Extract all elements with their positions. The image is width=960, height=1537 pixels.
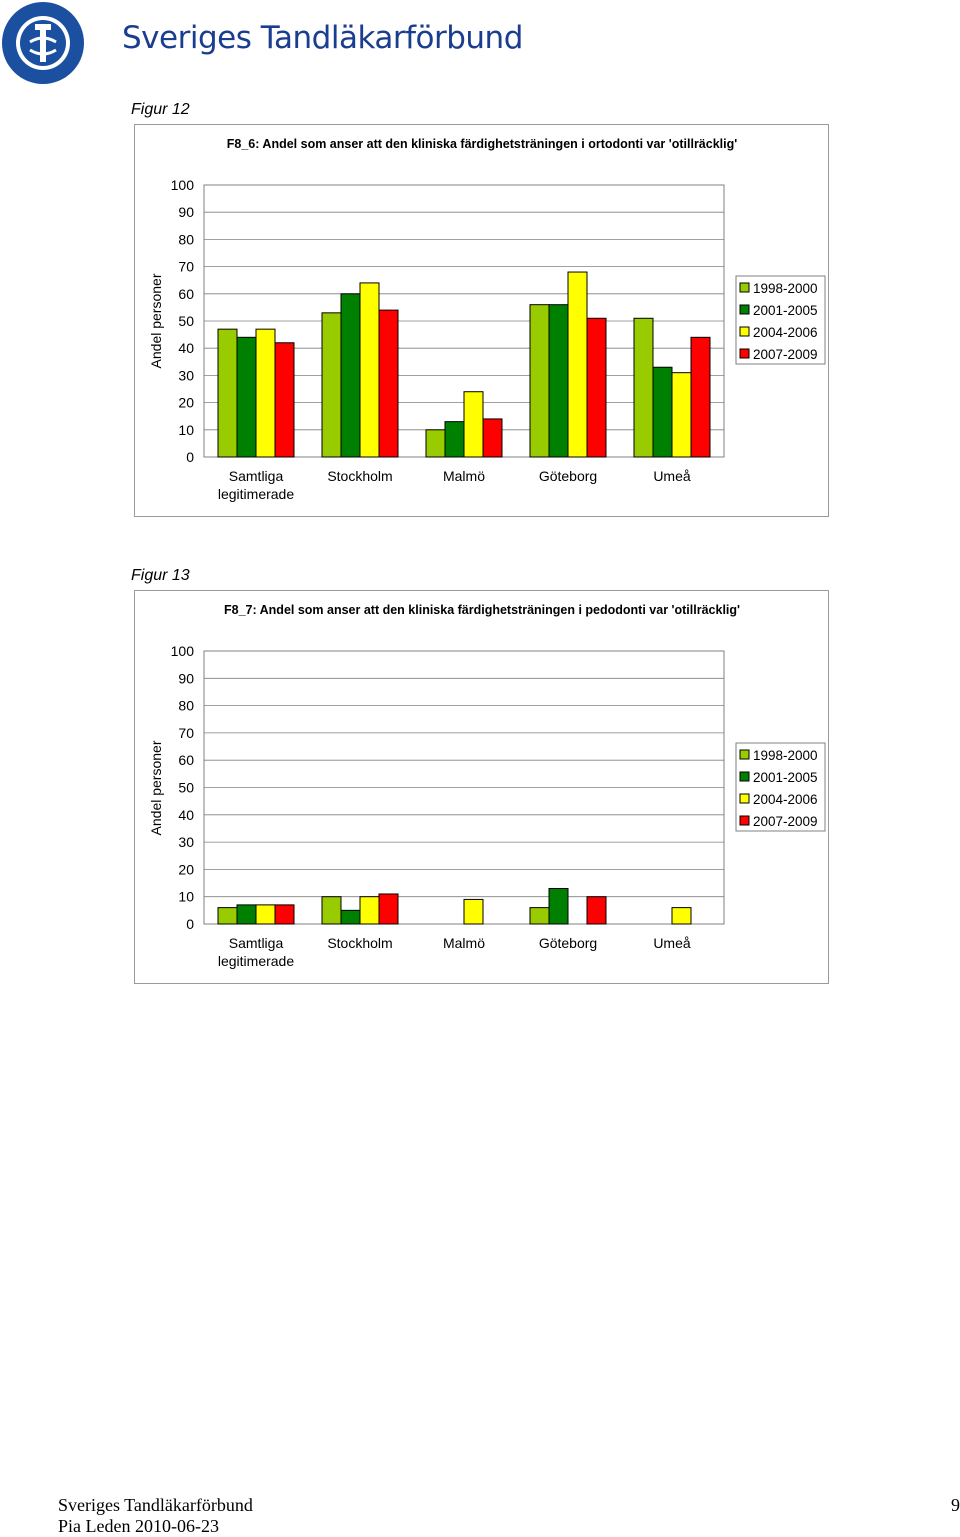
bar xyxy=(634,318,653,457)
y-tick-label: 70 xyxy=(178,258,194,275)
organization-name: Sveriges Tandläkarförbund xyxy=(122,20,523,56)
y-tick-label: 60 xyxy=(178,285,194,302)
x-tick-label: Stockholm xyxy=(327,935,393,951)
y-tick-label: 100 xyxy=(170,643,194,659)
y-axis-label: Andel personer xyxy=(148,740,164,836)
x-tick-label: Umeå xyxy=(653,468,691,484)
bar xyxy=(360,897,379,924)
y-tick-label: 20 xyxy=(178,861,194,878)
y-tick-label: 60 xyxy=(178,752,194,769)
bar xyxy=(322,897,341,924)
x-tick-label: Malmö xyxy=(442,468,486,484)
bar xyxy=(549,305,568,457)
bar xyxy=(549,889,568,924)
legend-label: 2004-2006 xyxy=(753,325,818,340)
y-tick-label: 30 xyxy=(178,367,194,384)
legend-label: 2001-2005 xyxy=(753,303,818,318)
y-tick-label: 50 xyxy=(178,779,194,796)
x-tick-label: Samtliga legitimerade xyxy=(217,935,295,969)
bar xyxy=(426,430,445,457)
bar xyxy=(256,329,275,457)
bar xyxy=(483,419,502,457)
bar xyxy=(379,894,398,924)
bar xyxy=(218,329,237,457)
y-tick-label: 30 xyxy=(178,834,194,851)
y-tick-label: 70 xyxy=(178,724,194,741)
legend-label: 2007-2009 xyxy=(753,814,818,829)
legend-swatch xyxy=(740,349,749,358)
bar xyxy=(218,908,237,924)
legend-label: 2007-2009 xyxy=(753,347,818,362)
y-tick-label: 80 xyxy=(178,697,194,714)
legend-swatch xyxy=(740,816,749,825)
legend-label: 2004-2006 xyxy=(753,792,818,807)
bar xyxy=(530,305,549,457)
x-tick-label: Göteborg xyxy=(538,935,598,951)
y-tick-label: 100 xyxy=(170,177,194,193)
y-tick-label: 40 xyxy=(178,806,194,823)
legend-swatch xyxy=(740,305,749,314)
chart-title: F8_7: Andel som anser att den kliniska färdighetsträningen i pedodonti var 'otillräcklig' xyxy=(223,603,741,617)
bar xyxy=(275,343,294,457)
bar xyxy=(587,897,606,924)
bar xyxy=(464,392,483,457)
y-tick-label: 10 xyxy=(178,421,194,438)
bar xyxy=(445,422,464,457)
y-tick-label: 0 xyxy=(186,449,194,465)
legend-swatch xyxy=(740,794,749,803)
page-number: 9 xyxy=(951,1495,960,1515)
legend-swatch xyxy=(740,283,749,292)
x-tick-label: Malmö xyxy=(442,935,486,951)
y-tick-label: 90 xyxy=(178,204,194,221)
y-tick-label: 50 xyxy=(178,313,194,329)
legend-swatch xyxy=(740,327,749,336)
bar xyxy=(237,337,256,457)
chart-title: F8_6: Andel som anser att den kliniska färdighetsträningen i ortodonti var 'otillräcklig' xyxy=(226,137,738,151)
figure-13-label: Figur 13 xyxy=(131,567,190,584)
bar xyxy=(237,905,256,924)
legend-label: 2001-2005 xyxy=(753,770,818,785)
bar xyxy=(256,905,275,924)
x-tick-label: Samtliga legitimerade xyxy=(217,468,295,502)
bar xyxy=(587,318,606,457)
bar xyxy=(341,910,360,924)
x-tick-label: Göteborg xyxy=(538,468,598,484)
bar xyxy=(322,313,341,457)
footer-organization: Sveriges Tandläkarförbund xyxy=(58,1495,253,1515)
bar xyxy=(672,373,691,457)
bar xyxy=(379,310,398,457)
bar xyxy=(464,899,483,924)
y-tick-label: 0 xyxy=(186,916,194,932)
legend-swatch xyxy=(740,772,749,781)
figure-12-label: Figur 12 xyxy=(131,101,190,118)
legend-label: 1998-2000 xyxy=(753,281,818,296)
footer-author-date: Pia Leden 2010-06-23 xyxy=(58,1516,219,1536)
y-tick-label: 80 xyxy=(178,231,194,248)
bar xyxy=(653,367,672,457)
bar xyxy=(530,908,549,924)
bar xyxy=(672,908,691,924)
y-tick-label: 40 xyxy=(178,340,194,357)
x-tick-label: Umeå xyxy=(653,935,691,951)
y-tick-label: 10 xyxy=(178,888,194,905)
bar xyxy=(341,294,360,457)
y-axis-label: Andel personer xyxy=(148,273,164,369)
bar xyxy=(691,337,710,457)
bar xyxy=(568,272,587,457)
bar xyxy=(275,905,294,924)
x-tick-label: Stockholm xyxy=(327,468,393,484)
y-tick-label: 20 xyxy=(178,394,194,411)
legend-label: 1998-2000 xyxy=(753,748,818,763)
legend-swatch xyxy=(740,750,749,759)
bar xyxy=(360,283,379,457)
y-tick-label: 90 xyxy=(178,670,194,687)
